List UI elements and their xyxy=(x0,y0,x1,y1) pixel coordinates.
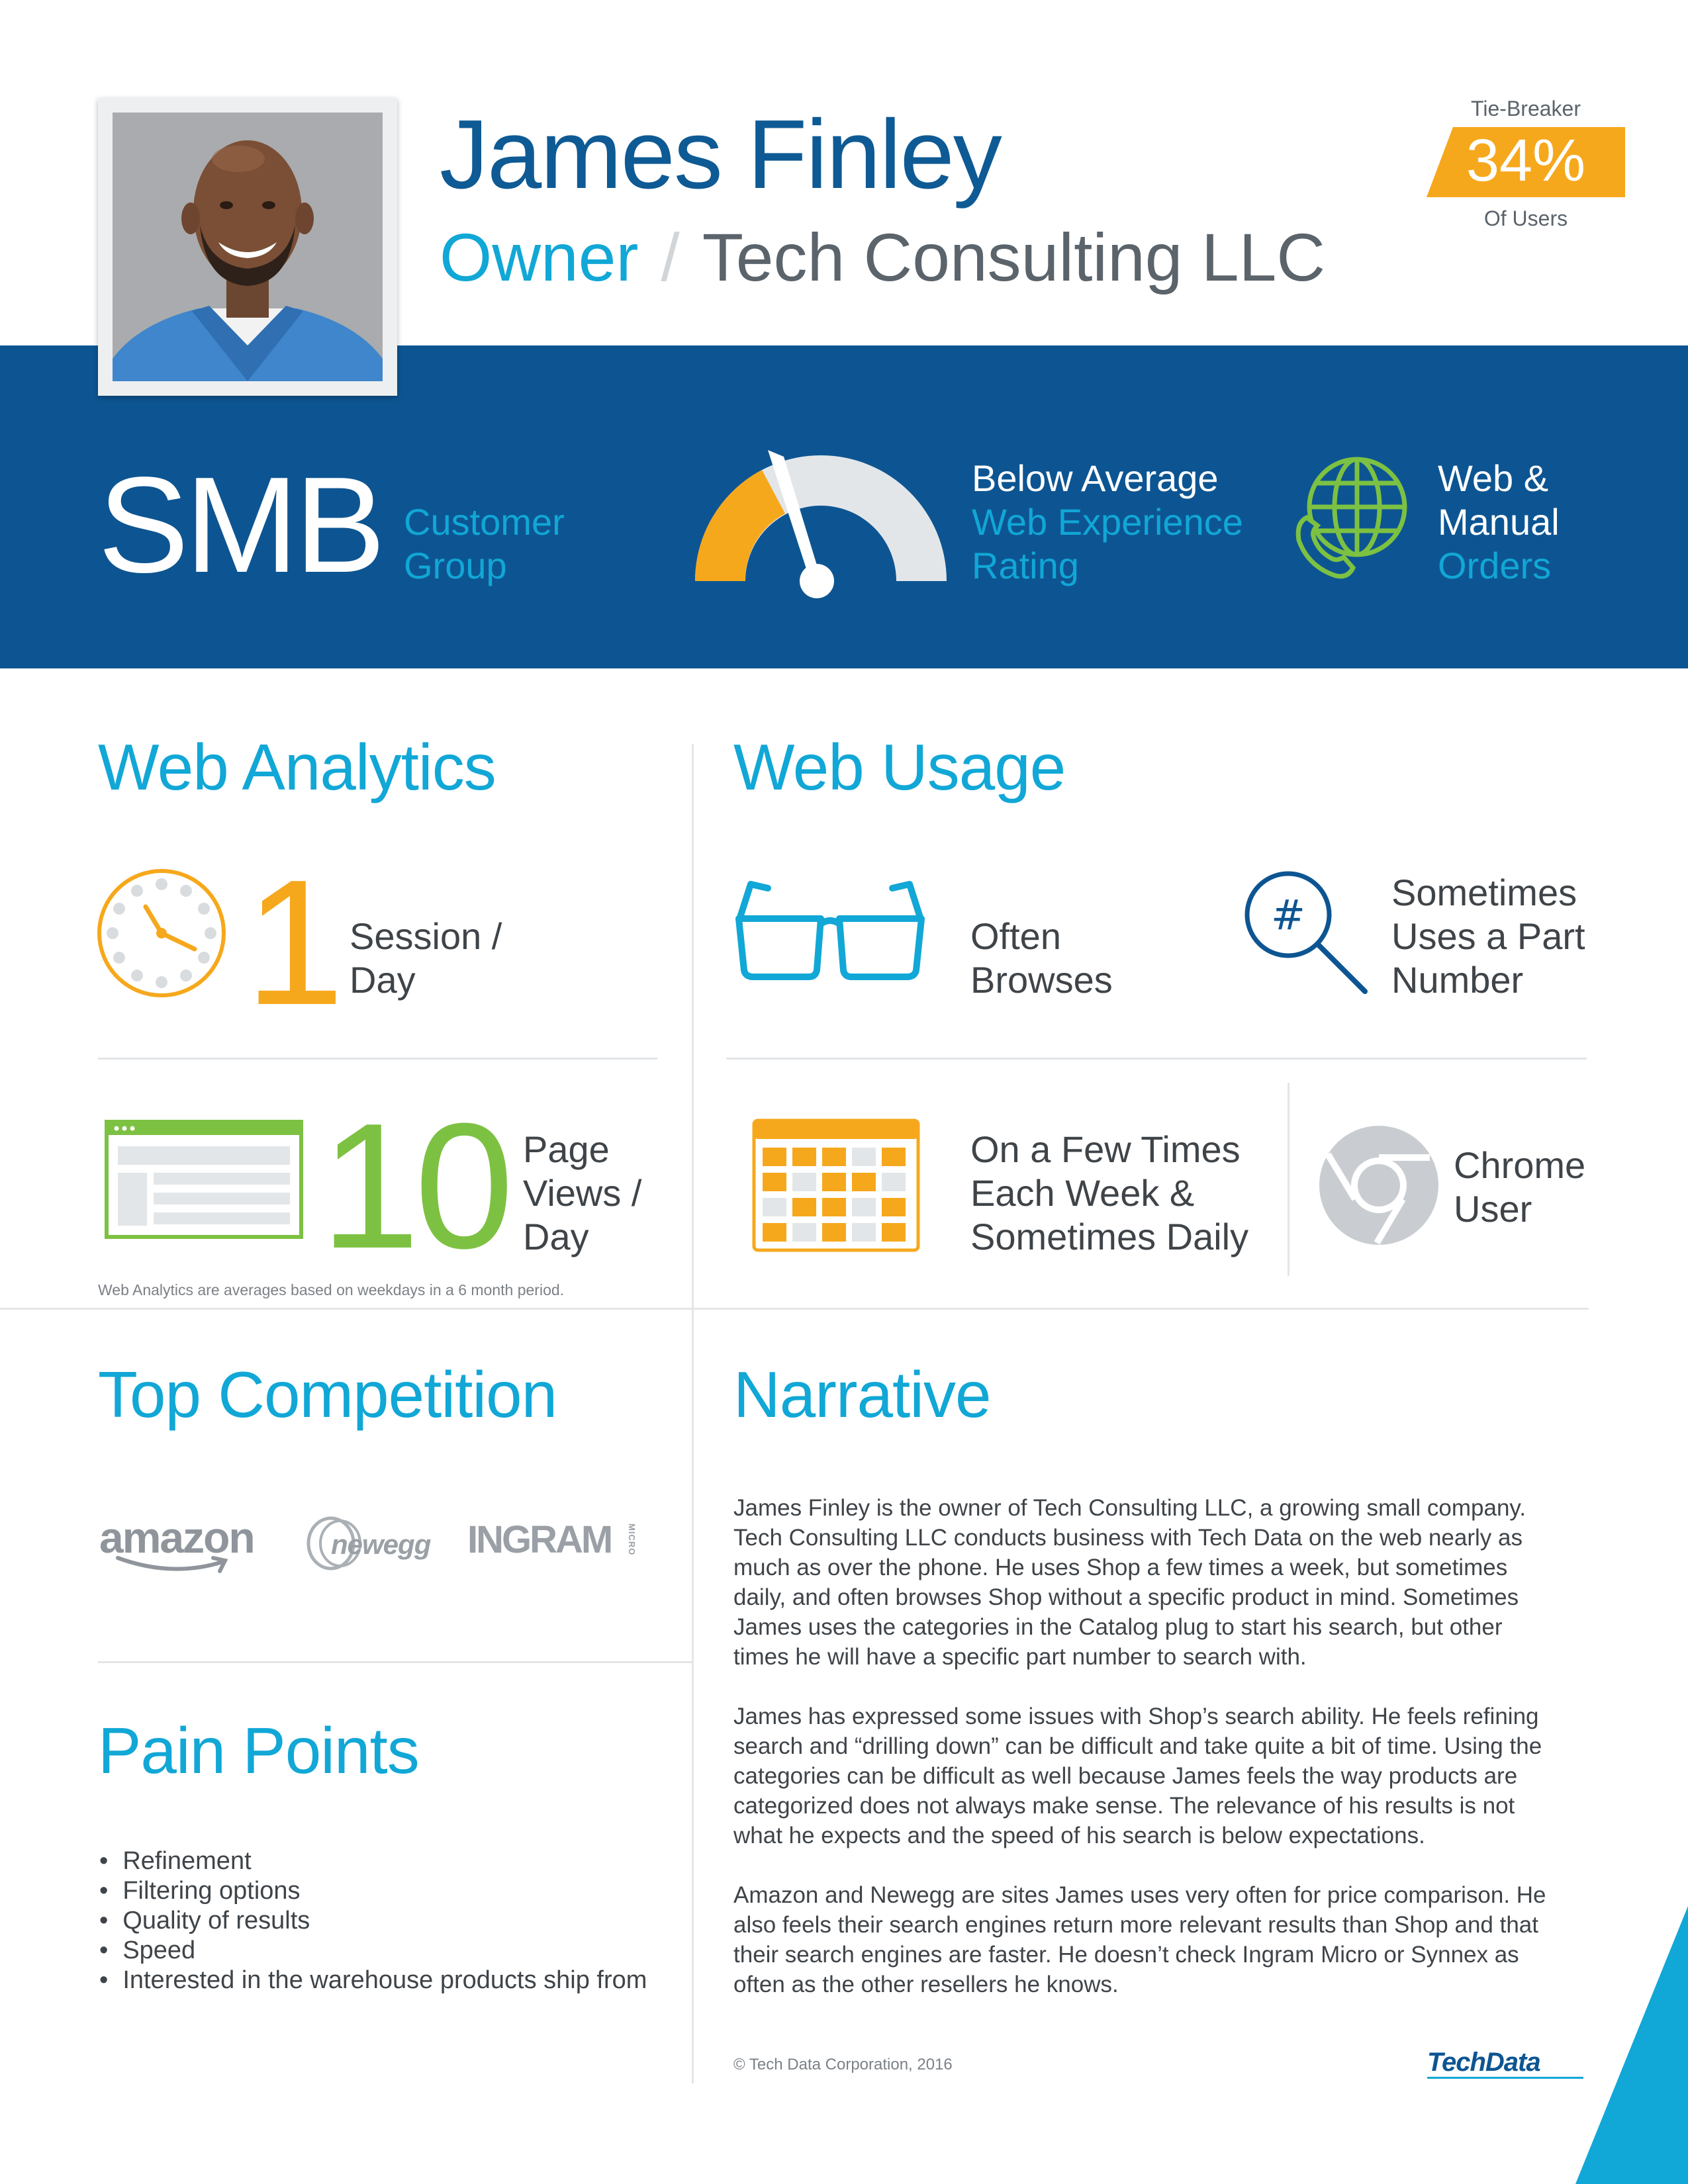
calendar-day-cell xyxy=(792,1198,816,1216)
page-views-per-day-label xyxy=(523,1128,641,1259)
globe-phone-icon xyxy=(1284,454,1417,586)
persona-name: James Finley xyxy=(440,100,1001,209)
web-experience-rating xyxy=(972,457,1243,588)
web-usage-heading: Web Usage xyxy=(733,731,1066,803)
persona-role: Owner xyxy=(440,220,639,295)
profile-photo-frame xyxy=(98,98,397,396)
subtitle-separator: / xyxy=(661,220,680,295)
list-item: • Quality of results xyxy=(99,1906,647,1936)
sessions-per-day-label xyxy=(350,915,502,1002)
page-views-per-day-value: 10 xyxy=(320,1087,509,1286)
list-item: • Refinement xyxy=(99,1846,647,1876)
text-line: daily, and often browses Shop without a specific product in mind. Sometimes xyxy=(733,1584,1519,1610)
visit-frequency xyxy=(970,1128,1248,1259)
tiebreaker-label: Tie-Breaker xyxy=(1471,97,1581,120)
text-line: what he expects and the speed of his search is below expectations. xyxy=(733,1823,1425,1848)
label-line: Day xyxy=(350,959,416,1001)
analytics-footnote: Web Analytics are averages based on weekdays in a 6 month period. xyxy=(98,1281,565,1298)
clock-icon xyxy=(95,867,228,999)
label-line: Each Week & xyxy=(970,1172,1195,1214)
portrait-photo xyxy=(113,113,383,381)
techdata-wordmark: TechData xyxy=(1427,2048,1540,2077)
calendar-day-cell xyxy=(822,1223,846,1242)
tiebreaker-sublabel: Of Users xyxy=(1483,206,1568,230)
segment-label-line: Customer xyxy=(404,501,565,543)
label-line: User xyxy=(1454,1188,1532,1230)
label-line: Number xyxy=(1391,959,1524,1001)
calendar-icon xyxy=(752,1118,920,1252)
amazon-smile-icon xyxy=(99,1554,265,1580)
section-divider xyxy=(98,1661,692,1663)
techdata-logo xyxy=(1427,2048,1583,2081)
calendar-day-cell xyxy=(882,1198,906,1216)
ingram-wordmark: INGRAM xyxy=(467,1518,612,1561)
text-line: also feels their search engines return more relevant results than Shop and that xyxy=(733,1912,1538,1938)
list-item: • Filtering options xyxy=(99,1876,647,1906)
text-line: James has expressed some issues with Shop’s search ability. He feels refining xyxy=(733,1704,1539,1729)
calendar-day-cell xyxy=(792,1173,816,1191)
calendar-day-cell xyxy=(763,1148,786,1166)
label-line: Browses xyxy=(970,959,1113,1001)
newegg-wordmark: newegg xyxy=(331,1529,431,1560)
web-analytics-heading: Web Analytics xyxy=(98,731,496,803)
label-line: Often xyxy=(970,915,1061,957)
section-divider xyxy=(726,1058,1587,1060)
persona-subtitle xyxy=(440,220,1325,295)
rating-label-line: Web Experience xyxy=(972,501,1243,543)
logo-underline xyxy=(1427,2077,1583,2079)
label-line: Chrome xyxy=(1454,1144,1586,1186)
tiebreaker-value: 34% xyxy=(1466,128,1586,194)
segment-value: SMB xyxy=(98,449,382,601)
calendar-day-cell xyxy=(852,1173,876,1191)
section-divider xyxy=(1288,1083,1289,1276)
calendar-day-cell xyxy=(852,1198,876,1216)
text-line: categorized does not always make sense. The relevance of his results is not xyxy=(733,1793,1515,1819)
amazon-logo xyxy=(99,1513,265,1588)
calendar-day-cell xyxy=(792,1223,816,1242)
pain-points-heading: Pain Points xyxy=(98,1714,419,1787)
calendar-day-cell xyxy=(792,1148,816,1166)
narrative-paragraph xyxy=(733,1702,1620,1850)
label-line: Day xyxy=(523,1216,589,1257)
calendar-day-cell xyxy=(763,1173,786,1191)
copyright-notice: © Tech Data Corporation, 2016 xyxy=(733,2056,953,2073)
label-line: Uses a Part xyxy=(1391,915,1585,957)
calendar-day-cell xyxy=(822,1198,846,1216)
top-competition-heading: Top Competition xyxy=(98,1358,557,1431)
gauge-icon xyxy=(682,437,973,609)
calendar-day-cell xyxy=(763,1198,786,1216)
label-line: Page xyxy=(523,1128,610,1170)
narrative-heading: Narrative xyxy=(733,1358,991,1431)
magnifier-part-number-icon xyxy=(1241,867,1373,999)
part-number-symbol: # xyxy=(1271,891,1305,939)
sessions-per-day-value: 1 xyxy=(245,843,340,1042)
label-line: Session / xyxy=(350,915,502,957)
section-divider xyxy=(98,1058,657,1060)
list-item: • Interested in the warehouse products ship from xyxy=(99,1966,647,1995)
section-divider xyxy=(0,1308,1589,1310)
persona-company: Tech Consulting LLC xyxy=(702,220,1325,295)
segment-label xyxy=(404,500,565,588)
text-line: much as over the phone. He uses Shop a few times a week, but sometimes xyxy=(733,1555,1508,1580)
chrome-icon xyxy=(1319,1125,1439,1246)
calendar-day-cell xyxy=(882,1223,906,1242)
text-line: times he will have a specific part number to search with. xyxy=(733,1644,1307,1670)
label-line: Sometimes Daily xyxy=(970,1216,1249,1257)
rating-value: Below Average xyxy=(972,457,1219,499)
text-line: James Finley is the owner of Tech Consulting LLC, a growing small company. xyxy=(733,1495,1526,1521)
column-divider xyxy=(692,744,694,2083)
calendar-day-cell xyxy=(852,1223,876,1242)
calendar-day-cell xyxy=(882,1173,906,1191)
text-line: their search engines are faster. He doesn’t check Ingram Micro or Synnex as xyxy=(733,1942,1519,1968)
text-line: Amazon and Newegg are sites James uses very often for price comparison. He xyxy=(733,1882,1546,1908)
calendar-day-cell xyxy=(763,1223,786,1242)
browser-window-icon xyxy=(105,1120,303,1239)
browse-behavior xyxy=(970,915,1113,1002)
order-channels xyxy=(1438,457,1560,588)
order-channel-line: Manual xyxy=(1438,501,1560,543)
calendar-day-cell xyxy=(822,1173,846,1191)
pain-points-list xyxy=(99,1846,647,1995)
label-line: Sometimes xyxy=(1391,872,1577,913)
micro-wordmark: MICRO xyxy=(627,1524,637,1556)
calendar-day-cell xyxy=(822,1148,846,1166)
label-line: Views / xyxy=(523,1172,642,1214)
narrative-body xyxy=(733,1493,1620,1999)
part-number-usage xyxy=(1391,871,1585,1002)
order-channel-line: Orders xyxy=(1438,545,1552,586)
eyeglasses-icon xyxy=(731,878,929,983)
rating-label-line: Rating xyxy=(972,545,1079,586)
amazon-wordmark: amazon xyxy=(99,1513,254,1562)
narrative-paragraph xyxy=(733,1880,1620,1999)
text-line: often as the other resellers he knows. xyxy=(733,1972,1119,1997)
calendar-day-cell xyxy=(852,1148,876,1166)
text-line: Tech Consulting LLC conducts business with Tech Data on the web nearly as xyxy=(733,1525,1523,1551)
text-line: James uses the categories in the Catalog plug to start his search, but other xyxy=(733,1614,1503,1640)
label-line: On a Few Times xyxy=(970,1128,1241,1170)
narrative-paragraph xyxy=(733,1493,1620,1672)
list-item: • Speed xyxy=(99,1936,647,1966)
ingram-micro-logo xyxy=(467,1518,659,1567)
calendar-day-cell xyxy=(882,1148,906,1166)
newegg-logo xyxy=(302,1514,431,1571)
text-line: search and “drilling down” can be difficult and take quite a bit of time. Using the xyxy=(733,1733,1542,1759)
browser-type xyxy=(1454,1144,1585,1231)
text-line: categories can be difficult as well because James feels the way products are xyxy=(733,1763,1518,1789)
segment-label-line: Group xyxy=(404,545,507,586)
order-channel-line: Web & xyxy=(1438,457,1549,499)
